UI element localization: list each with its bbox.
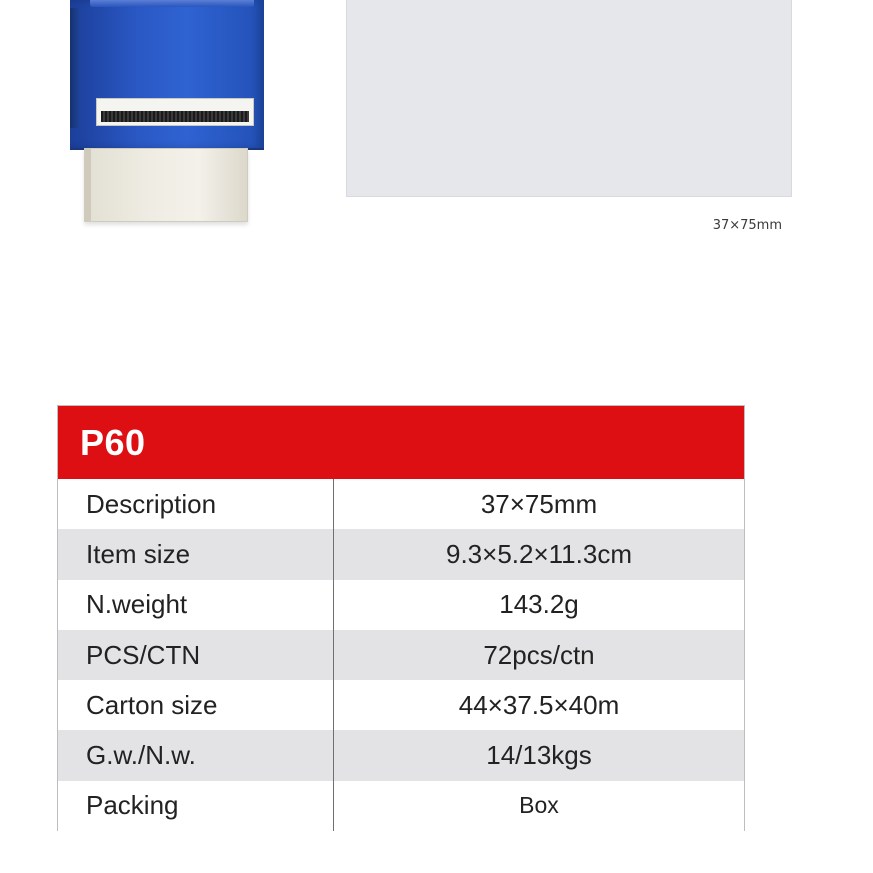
table-row [58, 580, 744, 630]
row-value-item-size: 9.3×5.2×11.3cm [446, 538, 632, 569]
row-label-carton-size: Carton size [58, 680, 334, 730]
row-label-pcs-ctn: PCS/CTN [58, 630, 334, 680]
spec-rows [58, 479, 744, 831]
stamp-base [84, 148, 248, 222]
stamp-window [96, 98, 254, 126]
row-label-packing: Packing [58, 781, 334, 831]
table-row [58, 680, 744, 730]
row-label-net-weight: N.weight [58, 580, 334, 630]
imprint-size-caption: 37×75mm [712, 218, 782, 233]
row-value-description: 37×75mm [480, 488, 598, 519]
stamp-base-edge [85, 149, 91, 221]
row-value-pcs-ctn: 72pcs/ctn [483, 639, 595, 670]
stamp-housing [70, 0, 264, 150]
row-label-gross-net-weight: G.w./N.w. [58, 730, 334, 780]
table-row [58, 479, 744, 529]
model-name: P60 [80, 421, 146, 463]
row-label-description: Description [58, 479, 334, 529]
spec-table-header [58, 406, 744, 479]
table-row [58, 730, 744, 780]
row-value-gross-net-weight: 14/13kgs [486, 740, 592, 771]
spec-table [57, 405, 745, 831]
row-value-net-weight: 143.2g [499, 589, 579, 620]
product-photo [66, 0, 268, 224]
row-value-carton-size: 44×37.5×40m [458, 689, 620, 720]
table-row [58, 781, 744, 831]
stamp-top-ridge [90, 0, 254, 7]
row-value-packing: Box [519, 792, 559, 819]
table-row [58, 529, 744, 579]
stamp-ink-pad [101, 111, 249, 122]
imprint-preview [346, 0, 792, 197]
stamp-side-panel [70, 8, 80, 128]
table-row [58, 630, 744, 680]
row-label-item-size: Item size [58, 529, 334, 579]
